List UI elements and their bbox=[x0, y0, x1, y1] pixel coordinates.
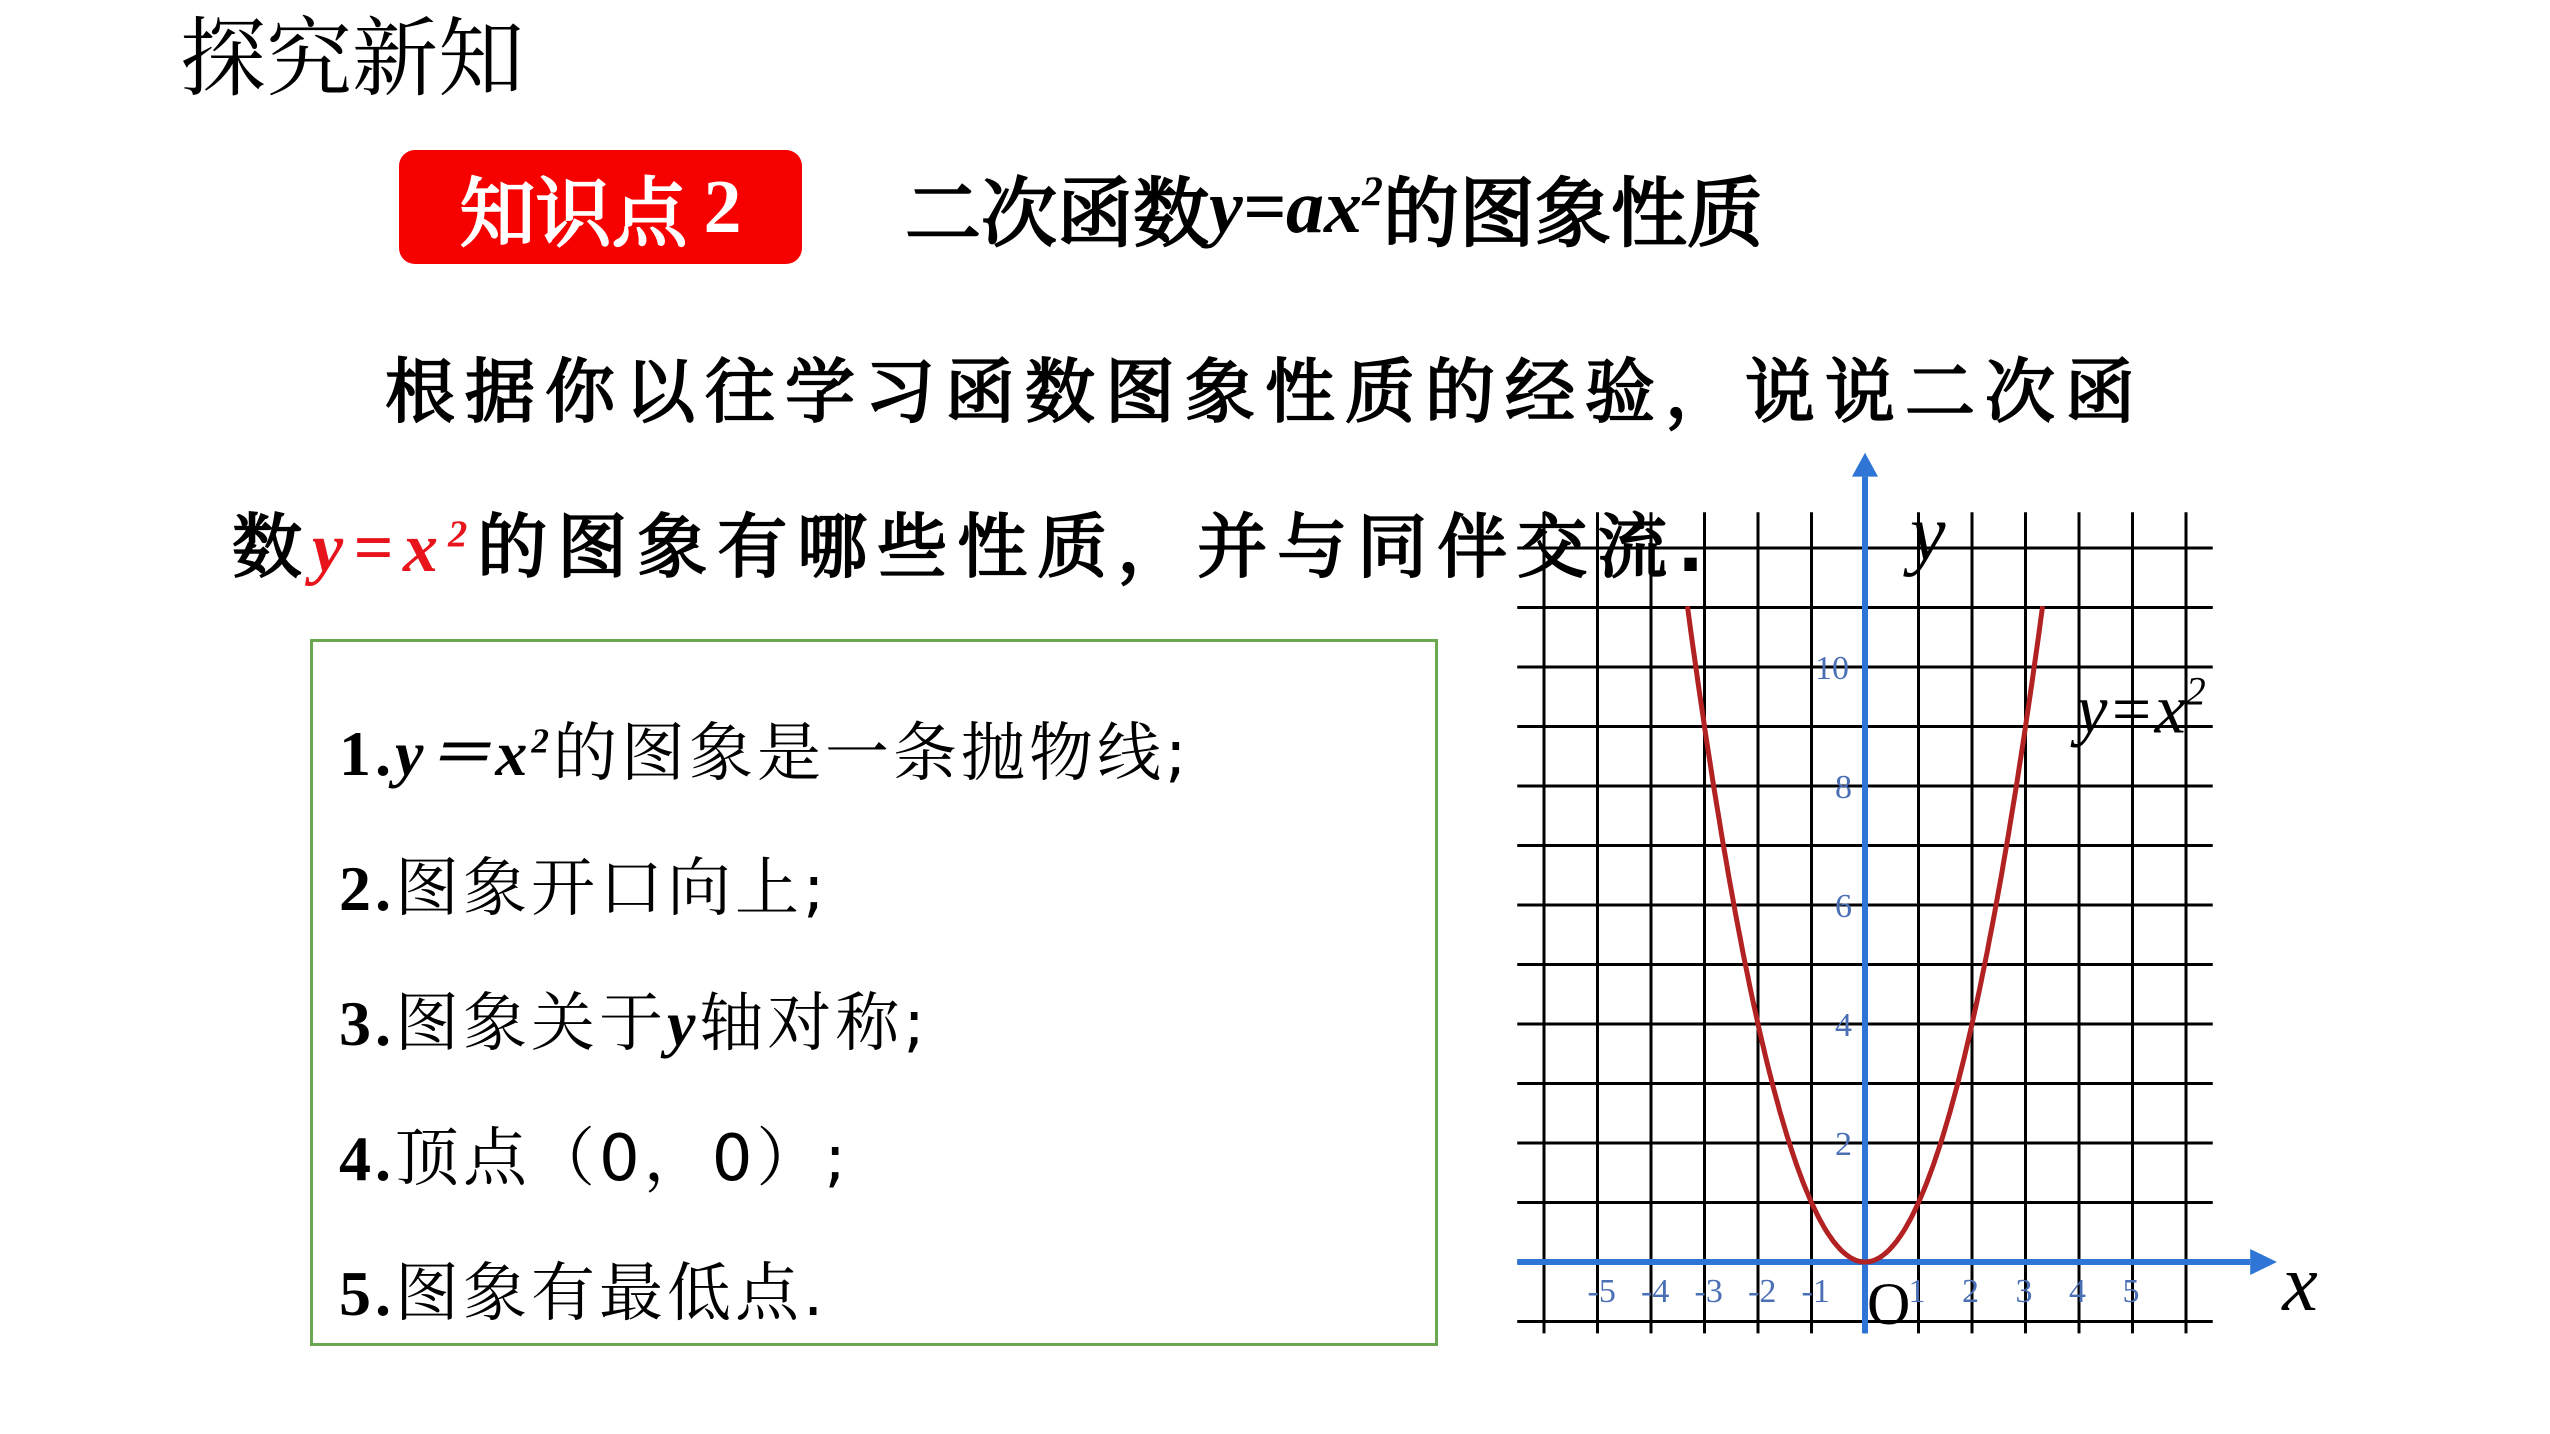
property-item-2: 2.图象开口向上; bbox=[339, 852, 829, 926]
question-line-1: 根据你以往学习函数图象性质的经验，说说二次函 bbox=[385, 351, 2145, 433]
y-tick-label: 8 bbox=[1835, 769, 1852, 806]
x-tick-label: 2 bbox=[1962, 1273, 1979, 1310]
y-tick-label: 10 bbox=[1815, 650, 1849, 687]
property-item-1: $1.y=x^2$的图象是一条抛物线; bbox=[339, 717, 1191, 791]
x-tick-label: 3 bbox=[2015, 1273, 2033, 1310]
property-item-4: 4.顶点（0，0）; bbox=[339, 1122, 850, 1196]
x-tick-label: -3 bbox=[1694, 1273, 1723, 1310]
x-tick-label: -2 bbox=[1748, 1273, 1777, 1310]
badge-label: 知识点 bbox=[459, 168, 688, 258]
x-tick-label: 1 bbox=[1908, 1273, 1926, 1310]
y-tick-label: 6 bbox=[1835, 888, 1852, 925]
origin-label: O bbox=[1867, 1271, 1911, 1337]
badge-number: 2 bbox=[703, 164, 742, 249]
x-axis-arrow bbox=[2250, 1249, 2277, 1275]
question-suffix: 的图象有哪些性质，并与同伴交流. bbox=[477, 506, 1714, 588]
question-formula: $y=x^2$ bbox=[312, 510, 478, 587]
properties-box bbox=[310, 639, 1438, 1346]
y-axis-label: y bbox=[1910, 489, 1946, 578]
y-tick-label: 2 bbox=[1835, 1126, 1852, 1163]
y-axis-arrow bbox=[1852, 453, 1878, 477]
x-tick-label: -4 bbox=[1641, 1273, 1670, 1310]
knowledge-point-heading bbox=[905, 150, 1763, 264]
x-tick-label: -1 bbox=[1801, 1273, 1830, 1310]
x-tick-label: 4 bbox=[2069, 1273, 2086, 1310]
property-item-3: 3.图象关于y轴对称; bbox=[339, 987, 929, 1061]
heading-suffix: 的图象性质 bbox=[1382, 168, 1763, 258]
x-axis-label: x bbox=[2282, 1240, 2318, 1328]
heading-prefix: 二次函数 bbox=[905, 168, 1209, 258]
knowledge-point-badge bbox=[399, 150, 802, 264]
x-tick-label: 5 bbox=[2122, 1273, 2140, 1310]
property-item-5: 5.图象有最低点. bbox=[339, 1257, 828, 1331]
parabola-graph bbox=[1530, 489, 2318, 1400]
y-tick-label: 4 bbox=[1835, 1007, 1852, 1044]
question-line-2 bbox=[232, 505, 1714, 591]
curve-label: $y=x^2$ bbox=[2076, 668, 2206, 749]
heading-formula: $y=ax^2$ bbox=[1209, 164, 1383, 249]
section-title: 探究新知 bbox=[180, 9, 524, 109]
question-prefix: 数 bbox=[232, 506, 312, 588]
x-tick-label: -5 bbox=[1587, 1273, 1616, 1310]
